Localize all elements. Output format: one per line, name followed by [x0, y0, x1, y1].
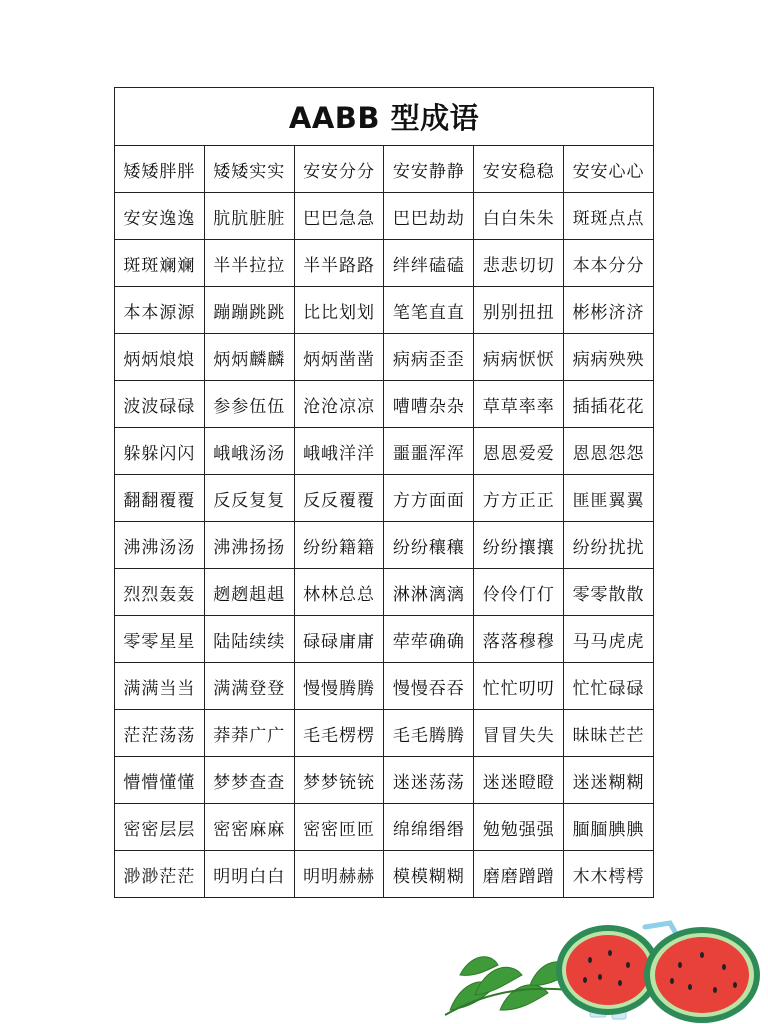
- idiom-cell: 半半拉拉: [204, 240, 294, 287]
- idiom-cell: 炳炳麟麟: [204, 334, 294, 381]
- idiom-cell: 林林总总: [294, 569, 384, 616]
- idiom-cell: 反反复复: [204, 475, 294, 522]
- table-row: [115, 381, 654, 428]
- idiom-cell: 慢慢腾腾: [294, 663, 384, 710]
- idiom-cell: 病病殃殃: [564, 334, 654, 381]
- idiom-cell: 参参伍伍: [204, 381, 294, 428]
- idiom-cell: 迷迷瞪瞪: [474, 757, 564, 804]
- idiom-cell: 迷迷荡荡: [384, 757, 474, 804]
- idiom-cell: 方方正正: [474, 475, 564, 522]
- idiom-cell: 明明白白: [204, 851, 294, 898]
- watermelon-icon: [440, 915, 768, 1024]
- idiom-cell: 绊绊磕磕: [384, 240, 474, 287]
- page-title: AABB 型成语: [115, 88, 654, 146]
- idiom-cell: 悲悲切切: [474, 240, 564, 287]
- idiom-cell: 碌碌庸庸: [294, 616, 384, 663]
- idiom-cell: 炳炳烺烺: [115, 334, 205, 381]
- idiom-cell: 木木樗樗: [564, 851, 654, 898]
- idiom-cell: 矮矮实实: [204, 146, 294, 193]
- idiom-cell: 方方面面: [384, 475, 474, 522]
- idiom-cell: 白白朱朱: [474, 193, 564, 240]
- idiom-cell: 零零星星: [115, 616, 205, 663]
- idiom-cell: 纷纷攘攘: [474, 522, 564, 569]
- idiom-cell: 茫茫荡荡: [115, 710, 205, 757]
- idiom-cell: 梦梦查查: [204, 757, 294, 804]
- idiom-cell: 渺渺茫茫: [115, 851, 205, 898]
- idiom-cell: 慢慢吞吞: [384, 663, 474, 710]
- idiom-cell: 插插花花: [564, 381, 654, 428]
- table-row: [115, 757, 654, 804]
- idiom-cell: 忙忙叨叨: [474, 663, 564, 710]
- table-row: [115, 334, 654, 381]
- table-row: [115, 663, 654, 710]
- idiom-cell: 纷纷扰扰: [564, 522, 654, 569]
- idiom-cell: 毛毛腾腾: [384, 710, 474, 757]
- idiom-cell: 峨峨洋洋: [294, 428, 384, 475]
- idiom-cell: 翻翻覆覆: [115, 475, 205, 522]
- idiom-cell: 密密匝匝: [294, 804, 384, 851]
- idiom-cell: 荦荦确确: [384, 616, 474, 663]
- idiom-cell: 笔笔直直: [384, 287, 474, 334]
- idiom-cell: 肮肮脏脏: [204, 193, 294, 240]
- idiom-cell: 莽莽广广: [204, 710, 294, 757]
- idiom-cell: 迷迷糊糊: [564, 757, 654, 804]
- idiom-cell: 本本分分: [564, 240, 654, 287]
- idiom-cell: 勉勉强强: [474, 804, 564, 851]
- idiom-cell: 巴巴劫劫: [384, 193, 474, 240]
- idiom-cell: 巴巴急急: [294, 193, 384, 240]
- idiom-cell: 忙忙碌碌: [564, 663, 654, 710]
- idiom-cell: 恩恩怨怨: [564, 428, 654, 475]
- idiom-cell: 本本源源: [115, 287, 205, 334]
- idiom-cell: 模模糊糊: [384, 851, 474, 898]
- idiom-cell: 昧昧芒芒: [564, 710, 654, 757]
- idiom-cell: 纷纷籍籍: [294, 522, 384, 569]
- idiom-table-body: [115, 146, 654, 898]
- idiom-cell: 半半路路: [294, 240, 384, 287]
- idiom-cell: 沸沸汤汤: [115, 522, 205, 569]
- idiom-cell: 炳炳凿凿: [294, 334, 384, 381]
- idiom-cell: 密密麻麻: [204, 804, 294, 851]
- idiom-cell: 比比划划: [294, 287, 384, 334]
- table-row: [115, 428, 654, 475]
- idiom-cell: 噩噩浑浑: [384, 428, 474, 475]
- idiom-cell: 反反覆覆: [294, 475, 384, 522]
- idiom-cell: 草草率率: [474, 381, 564, 428]
- idiom-cell: 斑斑斓斓: [115, 240, 205, 287]
- idiom-cell: 恩恩爱爱: [474, 428, 564, 475]
- idiom-cell: 矮矮胖胖: [115, 146, 205, 193]
- idiom-cell: 零零散散: [564, 569, 654, 616]
- idiom-cell: 淋淋漓漓: [384, 569, 474, 616]
- table-row: [115, 193, 654, 240]
- idiom-cell: 毛毛楞楞: [294, 710, 384, 757]
- idiom-cell: 明明赫赫: [294, 851, 384, 898]
- idiom-cell: 蹦蹦跳跳: [204, 287, 294, 334]
- idiom-cell: 匪匪翼翼: [564, 475, 654, 522]
- idiom-cell: 嘈嘈杂杂: [384, 381, 474, 428]
- idiom-cell: 趔趔趄趄: [204, 569, 294, 616]
- title-row: [115, 88, 654, 146]
- table-row: [115, 475, 654, 522]
- table-row: [115, 146, 654, 193]
- idiom-table: [114, 87, 654, 898]
- idiom-cell: 安安心心: [564, 146, 654, 193]
- idiom-cell: 腼腼腆腆: [564, 804, 654, 851]
- idiom-cell: 别别扭扭: [474, 287, 564, 334]
- idiom-cell: 沸沸扬扬: [204, 522, 294, 569]
- table-row: [115, 240, 654, 287]
- table-row: [115, 522, 654, 569]
- idiom-cell: 陆陆续续: [204, 616, 294, 663]
- idiom-cell: 纷纷穰穰: [384, 522, 474, 569]
- table-row: [115, 616, 654, 663]
- idiom-cell: 沧沧凉凉: [294, 381, 384, 428]
- idiom-cell: 梦梦铳铳: [294, 757, 384, 804]
- idiom-cell: 冒冒失失: [474, 710, 564, 757]
- idiom-cell: 绵绵缗缗: [384, 804, 474, 851]
- idiom-cell: 斑斑点点: [564, 193, 654, 240]
- table-row: [115, 287, 654, 334]
- idiom-cell: 安安逸逸: [115, 193, 205, 240]
- idiom-cell: 躲躲闪闪: [115, 428, 205, 475]
- table-row: [115, 804, 654, 851]
- idiom-cell: 彬彬济济: [564, 287, 654, 334]
- idiom-cell: 病病恹恹: [474, 334, 564, 381]
- idiom-cell: 病病歪歪: [384, 334, 474, 381]
- table-row: [115, 851, 654, 898]
- idiom-cell: 落落穆穆: [474, 616, 564, 663]
- idiom-cell: 密密层层: [115, 804, 205, 851]
- idiom-cell: 安安分分: [294, 146, 384, 193]
- idiom-cell: 马马虎虎: [564, 616, 654, 663]
- idiom-cell: 烈烈轰轰: [115, 569, 205, 616]
- table-row: [115, 569, 654, 616]
- table-row: [115, 710, 654, 757]
- idiom-cell: 峨峨汤汤: [204, 428, 294, 475]
- idiom-cell: 懵懵懂懂: [115, 757, 205, 804]
- idiom-cell: 满满当当: [115, 663, 205, 710]
- idiom-cell: 安安静静: [384, 146, 474, 193]
- idiom-cell: 满满登登: [204, 663, 294, 710]
- idiom-cell: 磨磨蹭蹭: [474, 851, 564, 898]
- idiom-cell: 伶伶仃仃: [474, 569, 564, 616]
- idiom-cell: 波波碌碌: [115, 381, 205, 428]
- idiom-cell: 安安稳稳: [474, 146, 564, 193]
